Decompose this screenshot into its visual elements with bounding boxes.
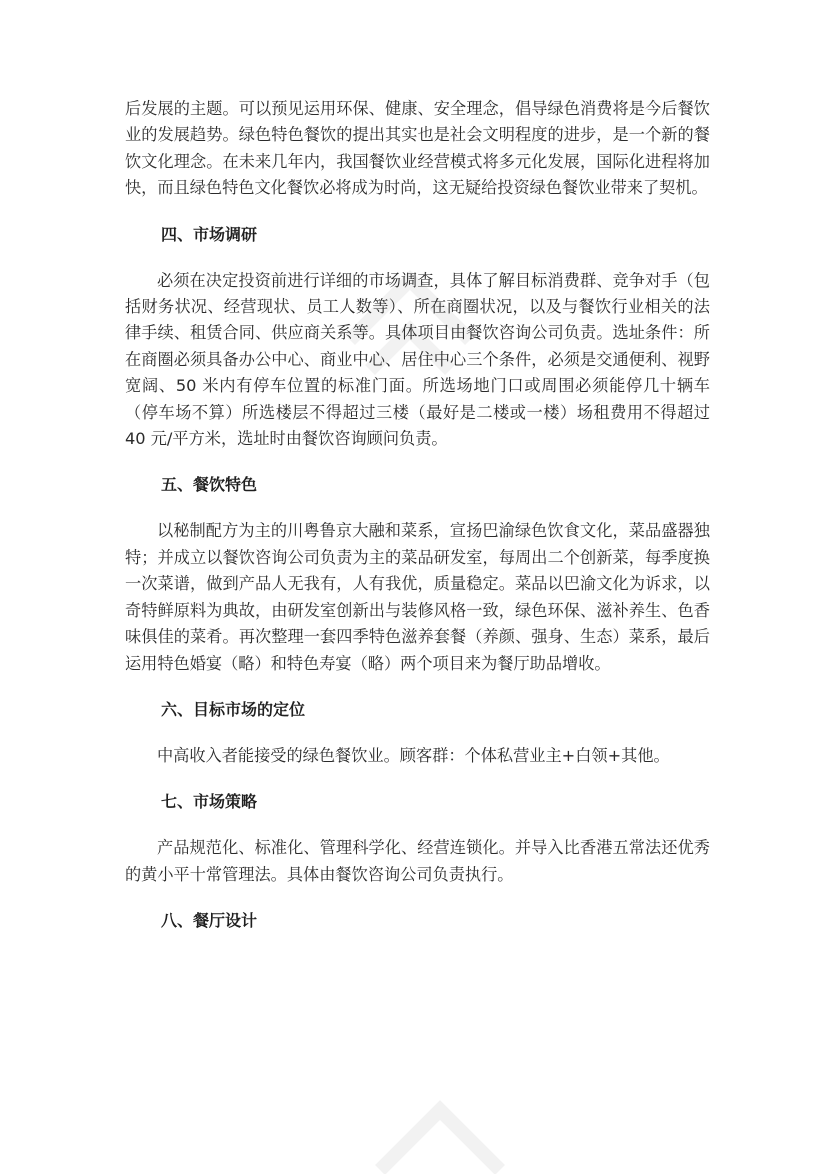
section-heading-market-research: 四、市场调研 xyxy=(161,224,258,244)
section-body-dining-features: 以秘制配方为主的川粤鲁京大融和菜系，宣扬巴渝绿色饮食文化，菜品盛器独特；并成立以餐饮咨询公司负责为主的菜品研发室，每周出二个创新菜，每季度换一次菜谱，做到产品人无我有，人有我优，质量稳定。菜品以巴渝文化为诉求，以奇特鲜原料为典故，由研发室创新出与装修风格一致，绿色环保、滋补养生、色香味俱佳的菜肴。再次整理一套四季特色滋养套餐（养颜、强身、生态）菜系，最后运用特色婚宴（略）和特色寿宴（略）两个项目来为餐厅助品增收。 xyxy=(125,521,710,673)
section-body-target-market: 中高收入者能接受的绿色餐饮业。顾客群：个体私营业主+白领+其他。 xyxy=(157,745,670,765)
watermark-icon xyxy=(360,1080,520,1174)
section-heading-target-market: 六、目标市场的定位 xyxy=(161,699,306,719)
section-heading-market-strategy: 七、市场策略 xyxy=(161,792,258,812)
intro-paragraph: 后发展的主题。可以预见运用环保、健康、安全理念，倡导绿色消费将是今后餐饮业的发展趋势。绿色特色餐饮的提出其实也是社会文明程度的进步，是一个新的餐饮文化理念。在未来几年内，我国餐饮业经营模式将多元化发展，国际化进程将加快，而且绿色特色文化餐饮必将成为时尚，这无疑给投资绿色餐饮业带来了契机。 xyxy=(125,99,710,198)
section-heading-dining-features: 五、餐饮特色 xyxy=(161,475,258,495)
document-body xyxy=(125,96,710,934)
section-body-market-research: 必须在决定投资前进行详细的市场调查，具体了解目标消费群、竞争对手（包括财务状况、经营现状、员工人数等）、所在商圈状况，以及与餐饮行业相关的法律手续、租赁合同、供应商关系等。具体项目由餐饮咨询公司负责。选址条件：所在商圈必须具备办公中心、商业中心、居住中心三个条件，必须是交通便利、视野宽阔、50 米内有停车位置的标准门面。所选场地门口或周围必须能停几十辆车（停车场不算）所选楼层不得超过三楼（最好是二楼或一楼）场租费用不得超过 40 元/平方米，选址时由餐饮咨询顾问负责。 xyxy=(125,270,710,449)
section-heading-restaurant-design: 八、餐厅设计 xyxy=(161,911,258,931)
section-body-market-strategy: 产品规范化、标准化、管理科学化、经营连锁化。并导入比香港五常法还优秀的黄小平十常管理法。具体由餐饮咨询公司负责执行。 xyxy=(125,838,710,884)
